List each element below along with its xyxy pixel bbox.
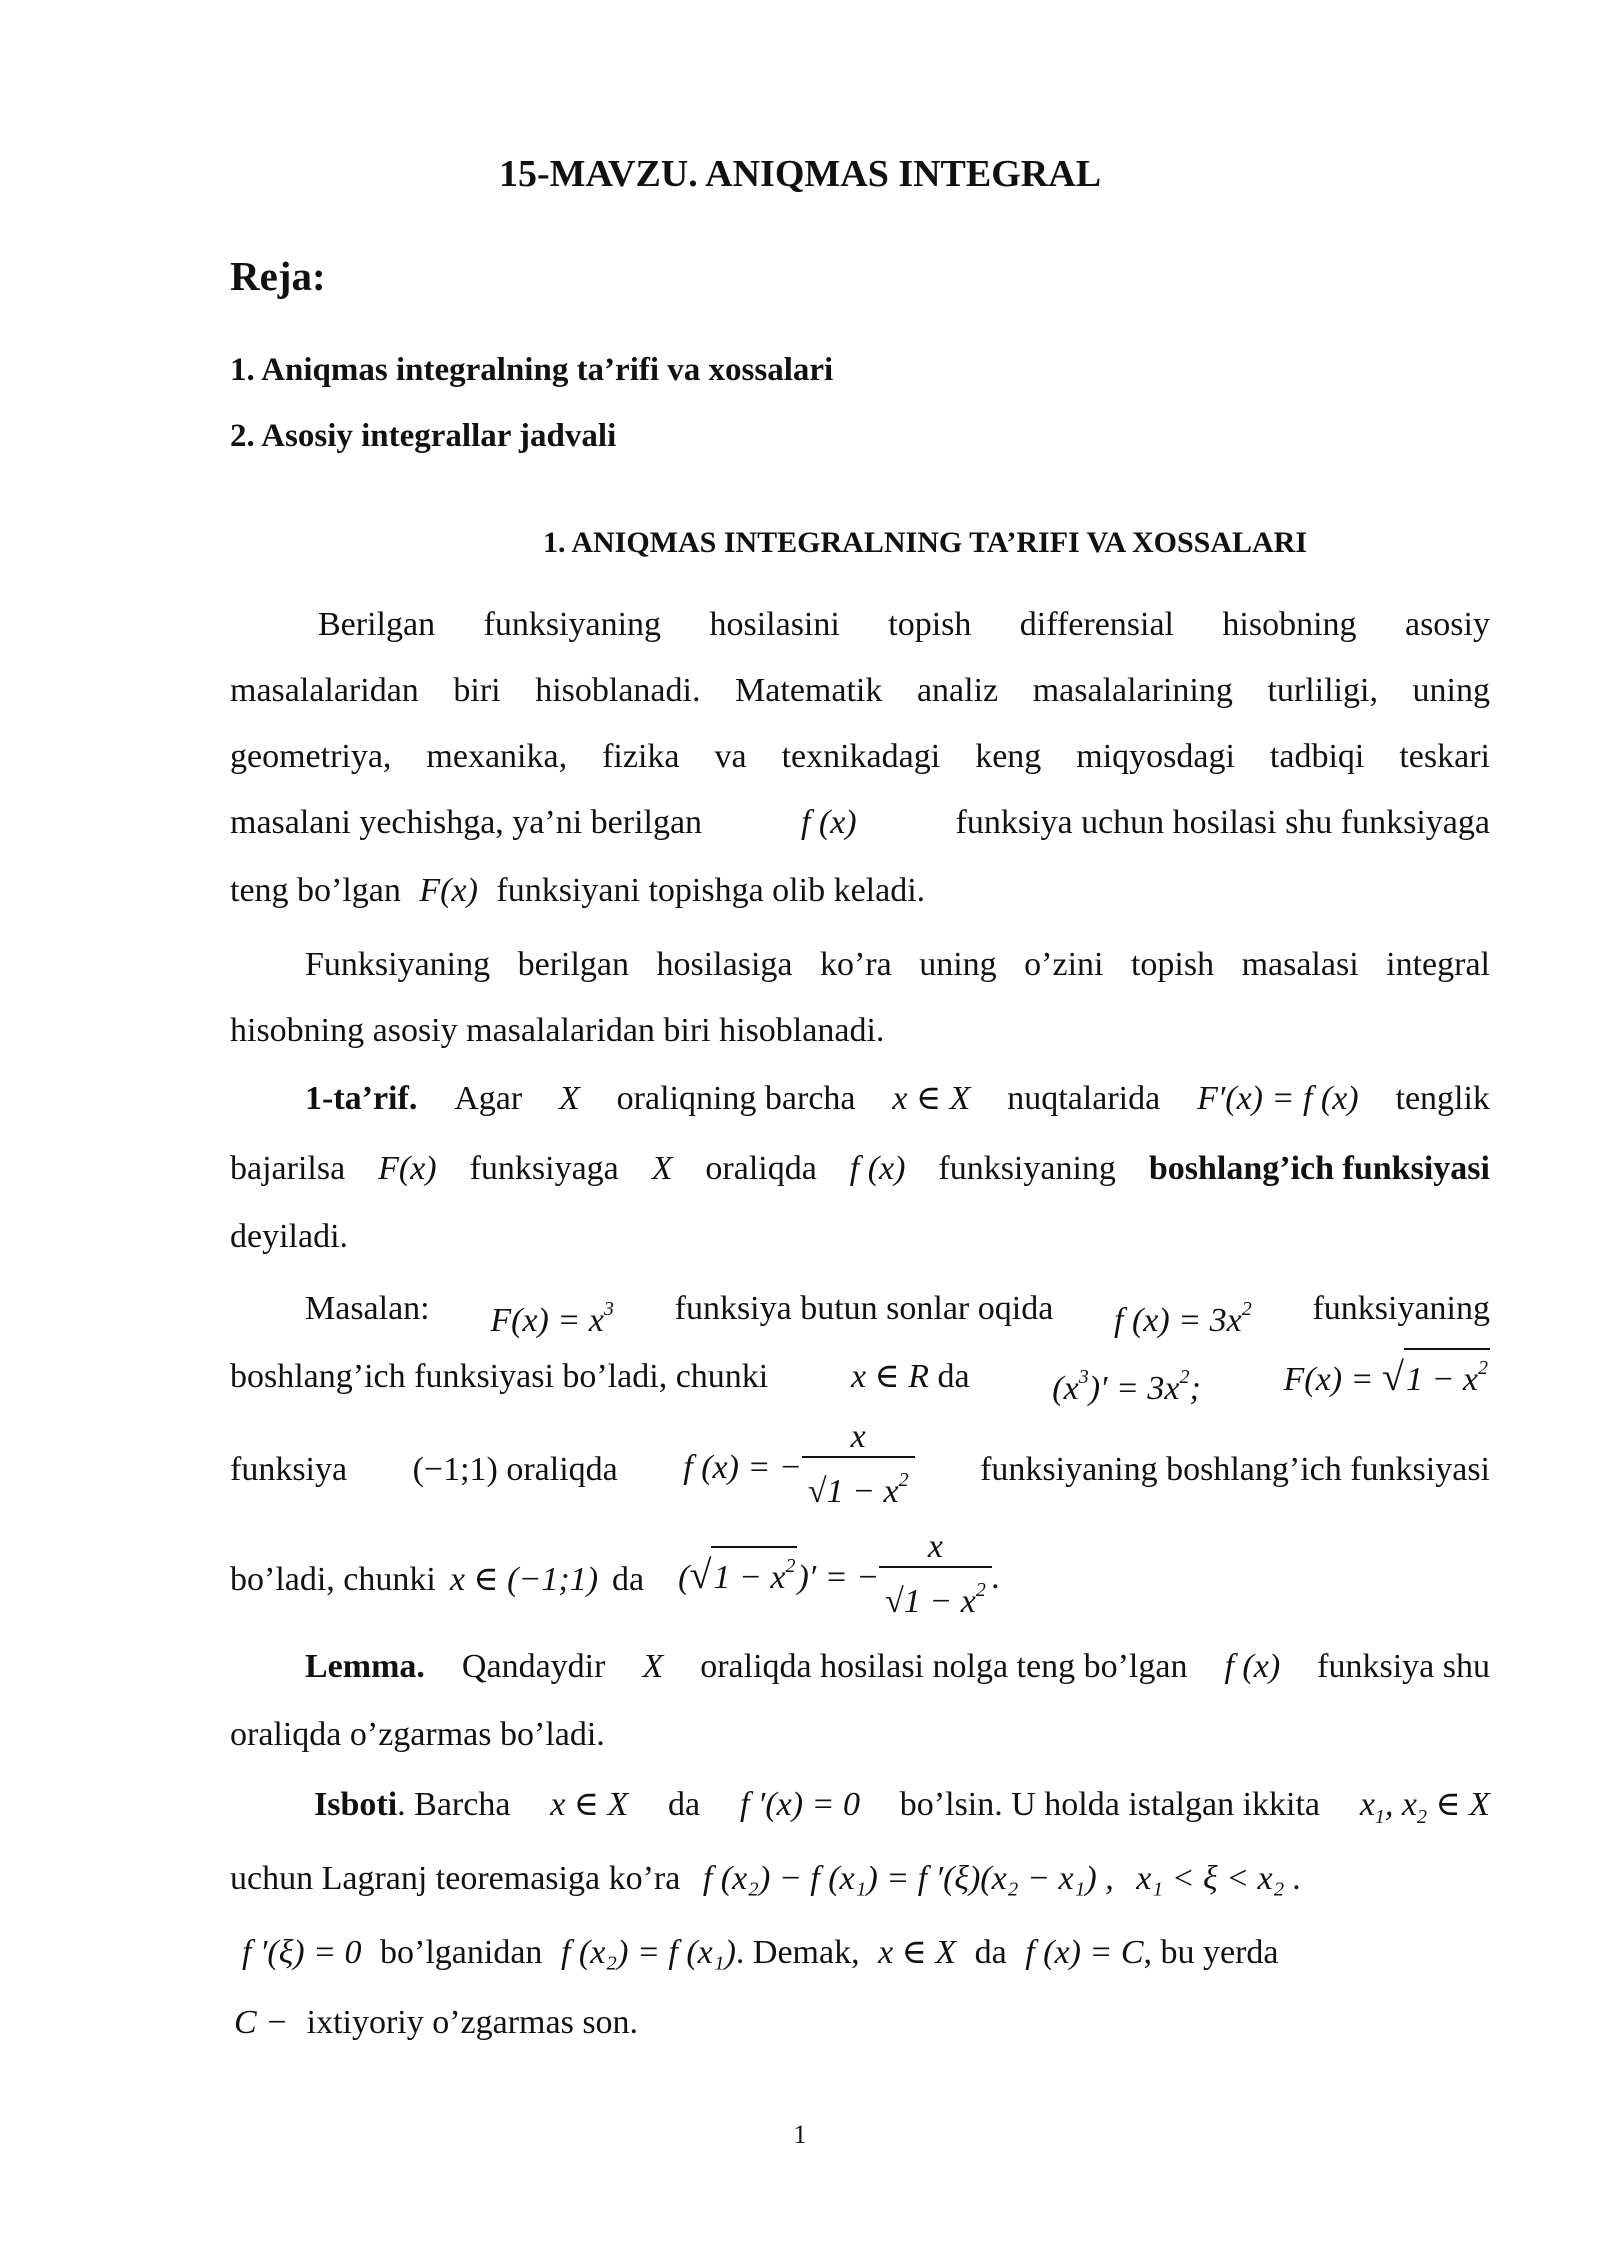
definition-label: 1-ta’rif. <box>305 1080 418 1117</box>
math-x-in-R: x ∈ R da <box>850 1358 970 1395</box>
example-text: Masalan: <box>305 1290 430 1327</box>
math-interval: (−1;1) oraliqda <box>412 1451 618 1488</box>
proof-text: uchun Lagranj teoremasiga ko’ra <box>230 1860 681 1897</box>
math-F-x: F(x) <box>419 872 478 909</box>
math-F-x: F(x) <box>378 1150 437 1187</box>
math-f-prime-zero: f ′(x) = 0 <box>739 1786 860 1823</box>
lemma-line2: oraliqda o’zgarmas bo’ladi. <box>230 1716 605 1753</box>
math-derivative-sqrt: $(√1 - x^2)'$ = − $\frac{x}{√1 - x^2}$ . <box>678 1532 1000 1628</box>
example-line4 <box>230 1530 1490 1630</box>
proof-text: ixtiyoriy o’zgarmas son. <box>306 2004 639 2041</box>
plan-item-2: 2. Asosiy integrallar jadvali <box>230 418 617 454</box>
math-C: C − <box>234 2004 289 2041</box>
math-F-eq-x3: $F(x) = x^3$ <box>490 1298 614 1339</box>
math-f-equal: f (x₂) = f (x₁) <box>560 1934 736 1971</box>
example-text: boshlang’ich funksiyasi bo’ladi, chunki <box>230 1358 769 1395</box>
math-F-eq-sqrt: $F(x) = √1 - x^2$ <box>1284 1344 1490 1410</box>
example-line2 <box>230 1344 1490 1410</box>
math-derivative-eq: F′(x) = f (x) <box>1197 1080 1359 1117</box>
math-x-in-X: x ∈ X <box>892 1080 971 1117</box>
math-x-in-X: x ∈ X <box>878 1934 957 1971</box>
example-text: funksiyaning boshlang’ich funksiyasi <box>980 1451 1490 1488</box>
proof-text: bo’lganidan <box>380 1934 543 1971</box>
para2-line1: Funksiyaning berilgan hosilasiga ko’ra uning o’zini topish masalasi integral <box>305 946 1490 983</box>
lemma-text: oraliqda hosilasi nolga teng bo’lgan <box>700 1648 1188 1685</box>
example-text: funksiyaning <box>1312 1290 1490 1327</box>
proof-line4 <box>230 1990 1490 2056</box>
para1-line5-text-b: funksiyani topishga olib keladi. <box>496 872 926 909</box>
math-f-eq-fraction: f (x) = − $\frac{x}{√1 - x^2}$ <box>683 1422 914 1518</box>
math-f-x: f (x) <box>849 1150 906 1187</box>
def1-text: Agar <box>454 1080 523 1117</box>
proof-text: da <box>974 1934 1007 1971</box>
page-title: 15-MAVZU. ANIQMAS INTEGRAL <box>498 153 1102 195</box>
math-f-eq-3x2: f $(x) = 3x^2$ <box>1114 1298 1252 1339</box>
math-derivative-x3: $(x^3)' = 3x^2$; <box>1052 1366 1201 1407</box>
para1-line4 <box>230 790 1490 856</box>
def1-text: oraliqning barcha <box>616 1080 856 1117</box>
example-line3 <box>230 1420 1490 1520</box>
math-x-in-interval: x ∈ (−1;1) <box>449 1561 599 1598</box>
proof-line2 <box>230 1846 1490 1912</box>
plan-heading: Reja: <box>230 253 326 299</box>
definition-line3: deyiladi. <box>230 1218 349 1255</box>
proof-text: bo’lsin. U holda istalgan ikkita <box>899 1786 1321 1823</box>
example-text: funksiya <box>230 1451 348 1488</box>
math-x1-x2-in-X: $x_1$, $x_2$ ∈ X <box>1359 1786 1490 1828</box>
lemma-text: funksiya shu <box>1317 1648 1490 1685</box>
proof-line1 <box>230 1772 1490 1838</box>
para1-line4-text-a: masalani yechishga, ya’ni berilgan <box>230 804 703 841</box>
lemma-line1 <box>230 1634 1490 1700</box>
lemma-text: Qandaydir <box>461 1648 606 1685</box>
math-f-eq-C: f (x) = C <box>1025 1934 1144 1971</box>
para1-line2: masalalaridan biri hisoblanadi. Matematik analiz masalalarining turliligi, uning <box>230 672 1490 709</box>
lemma-label: Lemma. <box>305 1648 425 1685</box>
math-x-in-X: x ∈ X <box>550 1786 629 1823</box>
page-number: 1 <box>793 2120 807 2149</box>
example-text: funksiya butun sonlar oqida <box>674 1290 1054 1327</box>
def1-text: tenglik <box>1395 1080 1490 1117</box>
para1-line3: geometriya, mexanika, fizika va texnikadagi keng miqyosdagi tadbiqi teskari <box>230 738 1490 775</box>
proof-start: Isboti. Barcha <box>314 1786 511 1823</box>
para1-line5 <box>230 858 1490 924</box>
para1-line1: Berilgan funksiyaning hosilasini topish differensial hisobning asosiy <box>318 606 1490 643</box>
example-text: da <box>612 1561 645 1598</box>
math-X: X <box>651 1150 673 1187</box>
math-X: X <box>642 1648 664 1685</box>
proof-text: , bu yerda <box>1143 1934 1279 1971</box>
proof-text: da <box>668 1786 701 1823</box>
definition-line1 <box>230 1066 1490 1132</box>
math-X: X <box>559 1080 580 1117</box>
section-heading: 1. ANIQMAS INTEGRALNING TA’RIFI VA XOSSALARI <box>542 526 1308 559</box>
example-text: bo’ladi, chunki <box>230 1561 436 1598</box>
math-f-x: f (x) <box>800 804 857 841</box>
math-xi-bounds: x₁ < ξ < x₂ . <box>1136 1860 1302 1897</box>
def1-text: bajarilsa <box>230 1150 346 1187</box>
def1-text: nuqtalarida <box>1007 1080 1161 1117</box>
def1-text: funksiyaga <box>469 1150 619 1187</box>
plan-item-1: 1. Aniqmas integralning ta’rifi va xossalari <box>230 352 834 388</box>
term-primitive-function: boshlang’ich funksiyasi <box>1148 1150 1490 1187</box>
def1-text: funksiyaning <box>938 1150 1116 1187</box>
math-lagrange: f (x₂) − f (x₁) = f ′(ξ)(x₂ − x₁) , <box>702 1860 1114 1897</box>
math-f-prime-xi: f ′(ξ) = 0 <box>242 1934 362 1971</box>
proof-text: . Demak, <box>735 1934 860 1971</box>
definition-line2 <box>230 1136 1490 1202</box>
para1-line4-text-b: funksiya uchun hosilasi shu funksiyaga <box>955 804 1490 841</box>
example-line1 <box>230 1276 1490 1342</box>
math-f-x: f (x) <box>1224 1648 1281 1685</box>
proof-line3 <box>230 1920 1490 1986</box>
para1-line5-text-a: teng bo’lgan <box>230 872 401 909</box>
def1-text: oraliqda <box>705 1150 817 1187</box>
para2-line2: hisobning asosiy masalalaridan biri hisoblanadi. <box>230 1012 885 1049</box>
